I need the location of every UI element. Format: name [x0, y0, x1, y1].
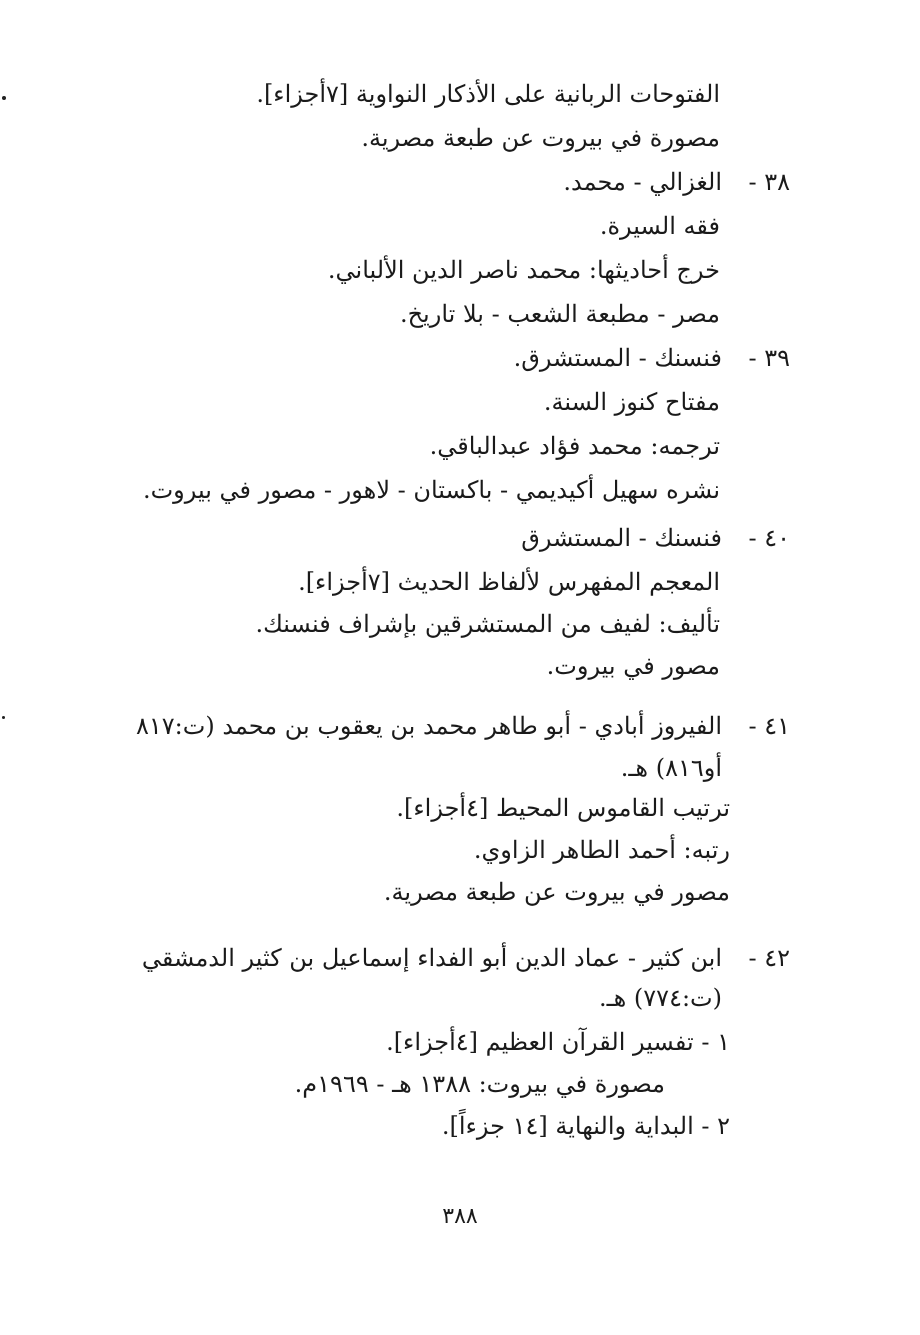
entry-author-line: فنسنك - المستشرق. [513, 344, 722, 372]
entry-note-line: مصورة في بيروت عن طبعة مصرية. [361, 124, 720, 152]
entry-author-line-continued: أو٨١٦) هـ. [620, 754, 722, 782]
entry-publisher-line: مصور في بيروت. [546, 652, 720, 680]
entry-subtitle-line: ٢ - البداية والنهاية [١٤ جزءاً]. [441, 1112, 730, 1140]
entry-number-42: ٤٢ - [748, 944, 790, 972]
entry-author-line: الغزالي - محمد. [563, 168, 722, 196]
entry-publisher-line: مصور في بيروت عن طبعة مصرية. [383, 878, 730, 906]
page-number: ٣٨٨ [442, 1204, 478, 1229]
entry-title-line: ترتيب القاموس المحيط [٤أجزاء]. [396, 794, 730, 822]
entry-title-line: الفتوحات الربانية على الأذكار النواوية [٧أجزاء]. [256, 80, 720, 108]
entry-publisher-line: نشره سهيل أكيديمي - باكستان - لاهور - مصور في بيروت. [142, 476, 720, 504]
entry-author-line: فنسنك - المستشرق [521, 524, 722, 552]
entry-author-line: ابن كثير - عماد الدين أبو الفداء إسماعيل بن كثير الدمشقي [141, 944, 722, 972]
entry-publisher-line: مصر - مطبعة الشعب - بلا تاريخ. [399, 300, 720, 328]
entry-note-line: ترجمه: محمد فؤاد عبدالباقي. [429, 432, 720, 460]
entry-title-line: مفتاح كنوز السنة. [543, 388, 720, 416]
scan-speck [2, 716, 5, 719]
entry-number-40: ٤٠ - [748, 524, 790, 552]
entry-note-line: تأليف: لفيف من المستشرقين بإشراف فنسنك. [255, 610, 720, 638]
entry-number-38: ٣٨ - [748, 168, 790, 196]
entry-title-line: فقه السيرة. [599, 212, 720, 240]
entry-author-line: الفيروز أبادي - أبو طاهر محمد بن يعقوب بن محمد (ت:٨١٧ [135, 712, 722, 740]
entry-number-41: ٤١ - [748, 712, 790, 740]
entry-title-line: المعجم المفهرس لألفاظ الحديث [٧أجزاء]. [298, 568, 720, 596]
entry-note-line: خرج أحاديثها: محمد ناصر الدين الألباني. [327, 256, 720, 284]
entry-note-line: رتبه: أحمد الطاهر الزاوي. [473, 836, 730, 864]
entry-subtitle-line: ١ - تفسير القرآن العظيم [٤أجزاء]. [386, 1028, 730, 1056]
entry-author-line-continued: (ت:٧٧٤) هـ. [598, 984, 722, 1012]
entry-publisher-line: مصورة في بيروت: ١٣٨٨ هـ - ١٩٦٩م. [294, 1070, 665, 1098]
scan-speck [2, 96, 6, 100]
entry-number-39: ٣٩ - [748, 344, 790, 372]
